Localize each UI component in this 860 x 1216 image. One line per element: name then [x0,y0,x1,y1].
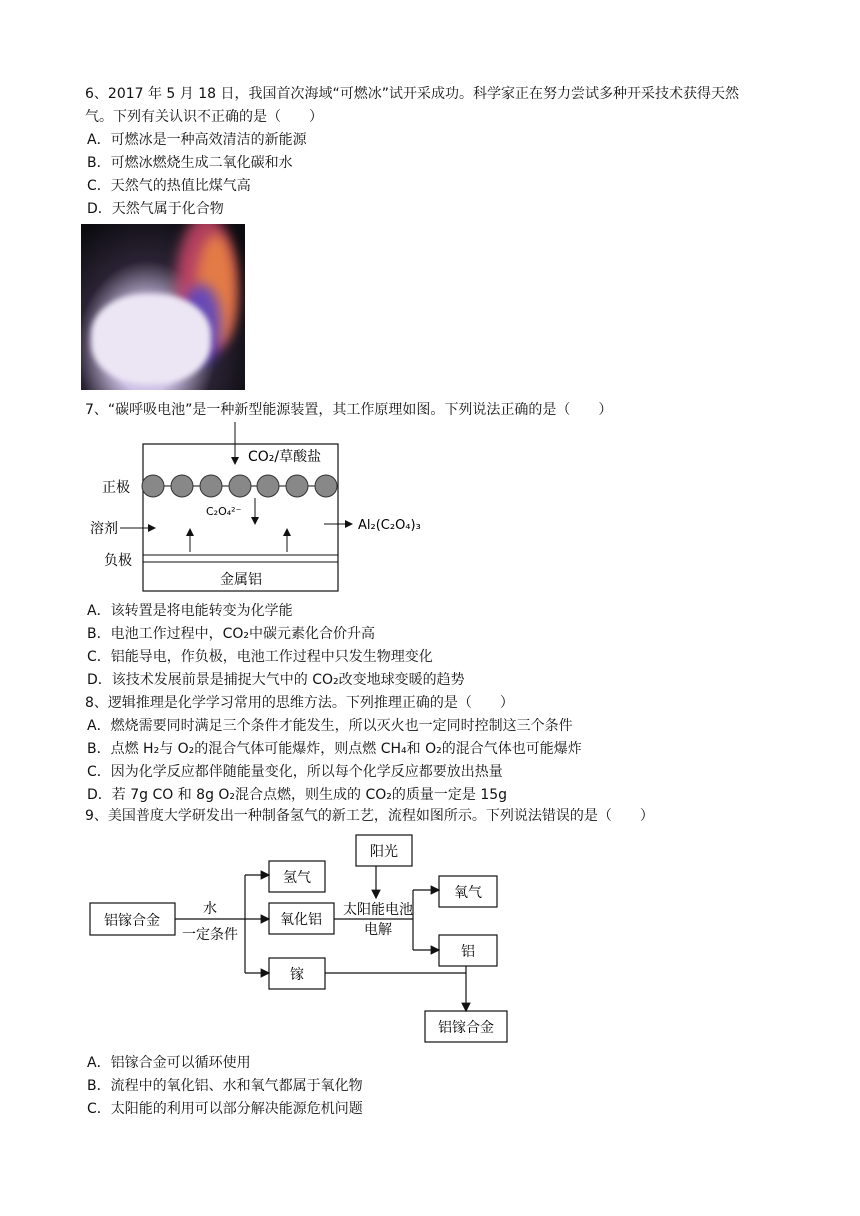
flow-alumina: 氧化铝 [280,912,322,928]
flow-hydrogen: 氢气 [283,870,311,886]
aluminum-oxalate-label: Al₂(C₂O₄)₃ [358,518,421,533]
q9-option-a: A．铝镓合金可以循环使用 [87,1055,251,1071]
q8-stem: 8、逻辑推理是化学学习常用的思维方法。下列推理正确的是（ ） [85,695,514,711]
q6-stem-line2: 气。下列有关认识不正确的是（ ） [85,109,323,125]
q8-option-b: B．点燃 H₂与 O₂的混合气体可能爆炸，则点燃 CH₄和 O₂的混合气体也可能爆炸 [87,741,582,757]
q6-option-a: A．可燃冰是一种高效清洁的新能源 [87,132,307,148]
flow-oxygen: 氧气 [454,885,482,901]
q9-option-b: B．流程中的氧化铝、水和氧气都属于氧化物 [87,1078,363,1094]
q8-option-c: C．因为化学反应都伴随能量变化，所以每个化学反应都要放出热量 [87,764,503,780]
negative-electrode-label: 负极 [104,553,132,569]
burning-ice-photo [81,224,245,390]
flow-alloy-output: 铝镓合金 [438,1020,494,1036]
q6-option-b: B．可燃冰燃烧生成二氧化碳和水 [87,155,293,171]
q8-option-a: A．燃烧需要同时满足三个条件才能发生，所以灭火也一定同时控制这三个条件 [87,718,573,734]
q9-stem: 9、美国普度大学研发出一种制备氢气的新工艺，流程如图所示。下列说法错误的是（ ） [85,808,654,824]
metal-aluminum-label: 金属铝 [220,572,262,588]
q7-option-c: C．铝能导电，作负极，电池工作过程中只发生物理变化 [87,649,433,665]
q7-stem: 7、“碳呼吸电池”是一种新型能源装置，其工作原理如图。下列说法正确的是（ ） [85,402,613,418]
q7-option-b: B．电池工作过程中，CO₂中碳元素化合价升高 [87,626,376,642]
oxalate-ion-label: C₂O₄²⁻ [206,505,242,518]
flow-water-label: 水 [203,901,217,917]
positive-electrode-label: 正极 [102,480,130,496]
q9-option-c: C．太阳能的利用可以部分解决能源危机问题 [87,1101,363,1117]
flow-sunlight: 阳光 [370,844,398,860]
carbon-battery-diagram [80,418,460,598]
flow-aluminum: 铝 [461,944,475,960]
q8-option-d: D．若 7g CO 和 8g O₂混合点燃，则生成的 CO₂的质量一定是 15g [87,787,508,803]
flow-solar-cell-label: 太阳能电池 [343,902,413,918]
q6-stem-line1: 6、2017 年 5 月 18 日，我国首次海域“可燃冰”试开采成功。科学家正在努力尝试多种开采技术获得天然 [85,86,740,102]
flow-electrolysis-label: 电解 [364,922,392,938]
solvent-label: 溶剂 [90,521,118,537]
flow-alloy-input: 铝镓合金 [104,913,160,929]
q7-option-a: A．该转置是将电能转变为化学能 [87,603,293,619]
q7-option-d: D．该技术发展前景是捕捉大气中的 CO₂改变地球变暖的趋势 [87,672,465,688]
co2-oxalate-label: CO₂/草酸盐 [248,449,322,465]
flow-condition-label: 一定条件 [182,927,238,943]
q6-option-c: C．天然气的热值比煤气高 [87,178,251,194]
q6-option-d: D．天然气属于化合物 [87,201,224,217]
flow-gallium: 镓 [290,967,304,983]
electrode-particles [142,475,337,497]
hydrogen-process-flowchart [80,830,540,1050]
